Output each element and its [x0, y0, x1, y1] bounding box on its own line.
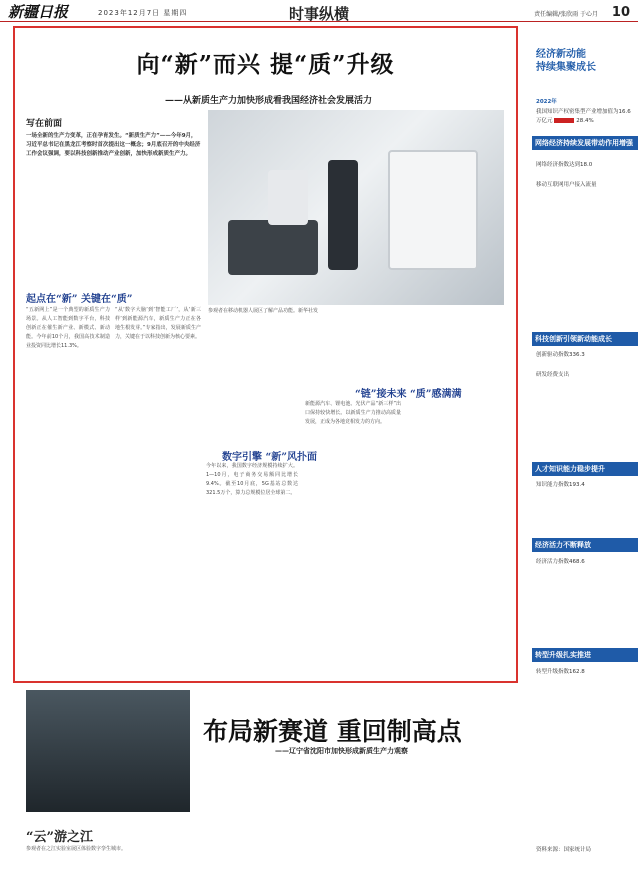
sidebar-item-2: 移动互联网用户接入流量: [536, 182, 597, 188]
sidebar-banner-2: 科技创新引领新动能成长: [532, 332, 638, 346]
subheadline: ——从新质生产力加快形成看我国经济社会发展活力: [165, 96, 373, 106]
headline: 向“新”而兴 提“质”升级: [136, 51, 395, 78]
robot-photo: [208, 110, 504, 305]
sidebar-title-line1: 经济新动能: [536, 49, 586, 60]
bottom-headline: 布局新赛道 重回制高点: [203, 717, 462, 746]
sidebar-item-7: 转型升级指数162.8: [536, 669, 585, 675]
lead-paragraph: 一场全新的生产力变革，正在孕育发生。“新质生产力”——今年9月，习近平总书记在黑龙江考察时首次提出这一概念；9月底召开的中央经济工作会议强调，要以科技创新推动产业创新，加快形成新质生产力。: [26, 133, 201, 157]
sidebar-block1-label: 2022年: [536, 99, 557, 105]
section-title: 时事纵横: [288, 5, 349, 23]
bottom-photo-caption: 参观者在之江实验室展区体验数字孪生城市。: [26, 846, 127, 852]
robot-body: [268, 170, 308, 225]
sidebar-item-4: 研发经费支出: [536, 372, 570, 378]
sidebar-item-3: 创新驱动指数336.3: [536, 352, 585, 358]
sidebar: [532, 26, 638, 875]
section-heading-1: 起点在“新” 关键在“质”: [26, 294, 133, 305]
bottom-subheadline: ——辽宁省沈阳市加快形成新质生产力观察: [275, 747, 408, 755]
text-column-1: “五新网上”是一个典型的新质生产力场景。从人工智能到数字平台，科技创新正在催生新产业、新模式、新动能。今年前10个月，我国高技术制造业投资同比增长11.3%。: [26, 307, 110, 349]
sidebar-title: [536, 48, 596, 74]
sidebar-item-5: 知识能力指数193.4: [536, 482, 585, 488]
sidebar-banner-5: 转型升级扎实推进: [532, 648, 638, 662]
sidebar-title-line2: 持续集聚成长: [536, 62, 596, 73]
sidebar-item-1: 网络经济指数达到18.0: [536, 162, 593, 168]
section-heading-3: “链”接未来 “质”感满满: [355, 389, 462, 400]
page-number: 10: [611, 5, 630, 20]
text-column-2: “从‘数字大脑’到‘智能工厂’，从‘新三样’到新能源汽车，新质生产力正在各地生根发芽。”专家指出，发展新质生产力，关键在于以科技创新为核心要素。: [115, 307, 201, 340]
section-heading-2: 数字引擎 “新”风扑面: [222, 452, 317, 463]
bottom-photo-title: “云”游之江: [26, 830, 93, 845]
newspaper-logo: 新疆日报: [8, 3, 69, 21]
growth-bar: [554, 118, 574, 123]
sidebar-block1-text: [536, 108, 634, 126]
robot-display: [388, 150, 478, 270]
sidebar-block1-pct: 28.4%: [576, 118, 594, 124]
sidebar-footer: 资料来源：国家统计局: [536, 847, 592, 853]
text-column-3: 今年以来，我国数字经济规模持续扩大。1—10月，电子商务交易额同比增长9.4%。截至10月底，5G基站总数达321.5万个，算力总规模位居全球第二。: [206, 463, 298, 496]
sidebar-block1-text-content: 我国知识产权密集型产业增加值为16.6万亿元: [536, 109, 631, 124]
sidebar-banner-3: 人才知识能力稳步提升: [532, 462, 638, 476]
bottom-photo: [26, 690, 190, 812]
foreword-title: 写在前面: [26, 119, 63, 129]
issue-date: 2023年12月7日 星期四: [98, 9, 188, 17]
robot-base: [228, 220, 318, 275]
person-silhouette: [328, 160, 358, 270]
photo-caption: 参观者在移动机器人展区了解产品功能。新华社发: [208, 308, 319, 314]
sidebar-item-6: 经济活力指数468.6: [536, 559, 585, 565]
editors: 责任编辑/张欣雨 于心月: [534, 11, 598, 18]
sidebar-banner-1: 网络经济持续发展带动作用增强: [532, 136, 638, 150]
sidebar-banner-4: 经济活力不断释放: [532, 538, 638, 552]
masthead: [0, 0, 638, 22]
text-column-4: 新能源汽车、锂电池、光伏产品“新三样”出口保持较快增长。以新质生产力推动高质量发展，正成为各地竞相发力的方向。: [305, 401, 401, 425]
